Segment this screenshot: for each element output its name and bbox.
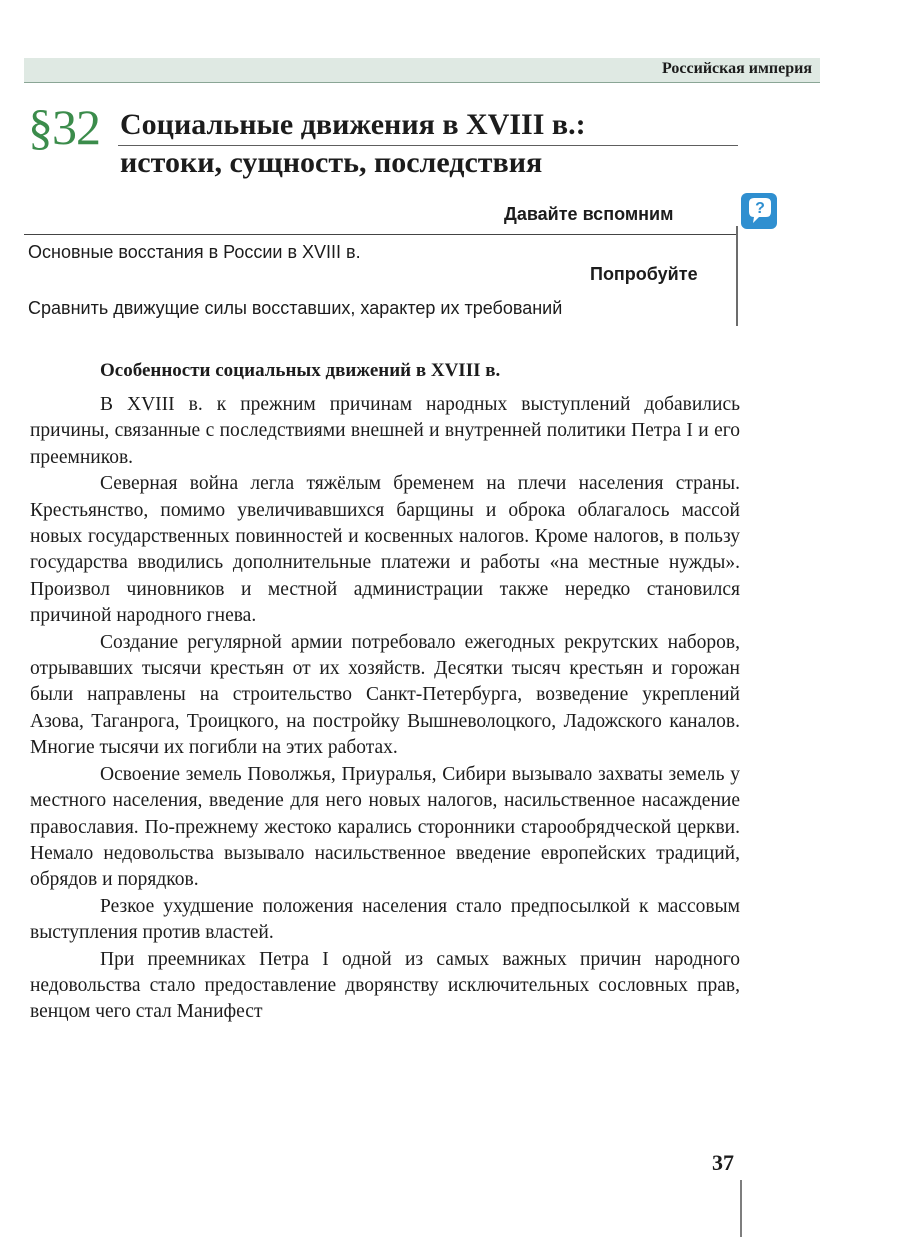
svg-text:?: ? bbox=[755, 200, 765, 217]
paragraph: В XVIII в. к прежним причинам народных выступлений добавились причины, связанные с последствиями внешней и внутренней политики Петра I и его преемников. bbox=[30, 394, 740, 468]
page-edge-line bbox=[740, 1180, 742, 1237]
chapter-title-line1: Социальные движения в XVIII в.: bbox=[120, 108, 586, 141]
paragraph: Северная война легла тяжёлым бременем на плечи населения страны. Крестьянство, помимо увеличивавшихся барщины и оброка облагалось массой новых государственных повинностей и косвенных налогов. Кроме налогов, в пользу государства вводились дополнительные платежи и работы «на местные нужды». Произвол чиновников и местной администрации также нередко становился причиной народного гнева. bbox=[30, 473, 740, 627]
try-text: Сравнить движущие силы восставших, характер их требований bbox=[28, 298, 563, 318]
chapter-title-line2: истоки, сущность, последствия bbox=[120, 146, 543, 179]
try-label: Попробуйте bbox=[590, 264, 698, 284]
paragraph: При преемниках Петра I одной из самых важных причин народного недовольства стало предоставление дворянству исключительных сословных прав, венцом чего стал Манифест bbox=[30, 948, 740, 1023]
recall-label: Давайте вспомним bbox=[504, 204, 674, 224]
recall-rule bbox=[24, 234, 736, 235]
paragraph: Освоение земель Поволжья, Приуралья, Сибири вызывало захваты земель у местного населения, введение для него новых налогов, насильственное насаждение православия. По-прежнему жестоко карались сторонники старообрядческой церкви. Немало недовольства вызывало насильственное введение европейских традиций, обрядов и порядков. bbox=[30, 763, 740, 891]
paragraph-number: §32 bbox=[28, 99, 100, 155]
paragraph: Резкое ухудшение положения населения стало предпосылкой к массовым выступления против властей. bbox=[30, 895, 740, 944]
running-head: Российская империя bbox=[662, 60, 812, 77]
box-border bbox=[736, 226, 738, 326]
page-number: 37 bbox=[712, 1150, 734, 1175]
paragraph: Создание регулярной армии потребовало ежегодных рекрутских наборов, отрывавших тысячи крестьян от их хозяйств. Десятки тысяч крестьян и горожан были направлены на строительство Санкт-Петербурга, возведение укреплений Азова, Таганрога, Троицкого, на постройку Вышневолоцкого, Ладожского каналов. Многие тысячи их погибли на этих работах. bbox=[30, 631, 740, 759]
section-heading: Особенности социальных движений в XVIII в. bbox=[100, 360, 501, 381]
recall-text: Основные восстания в России в XVIII в. bbox=[28, 242, 361, 262]
body-text bbox=[30, 392, 740, 1026]
question-icon bbox=[740, 192, 778, 230]
